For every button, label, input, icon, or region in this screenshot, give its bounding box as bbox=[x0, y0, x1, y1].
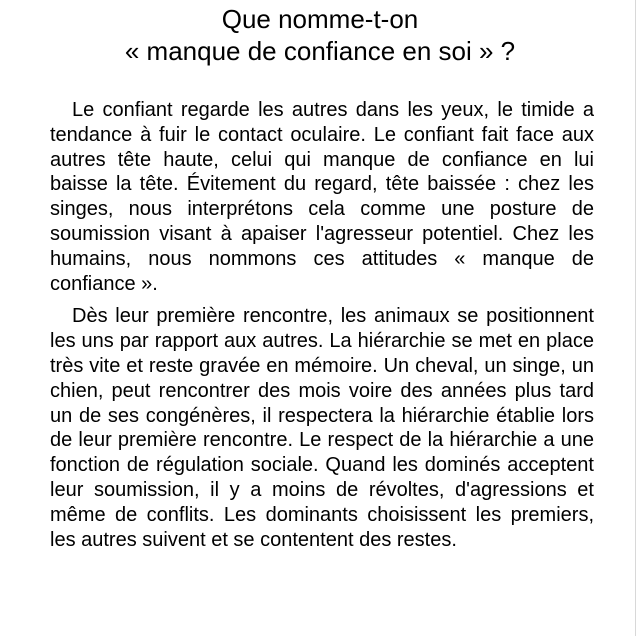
document-body bbox=[50, 98, 594, 560]
paragraph-2: Dès leur première rencontre, les animaux se positionnent les uns par rapport aux autres. La hiérarchie se met en place très vite et reste gravée en mémoire. Un cheval, un singe, un chien, peut rencontrer des mois voire des années plus tard un de ses congénères, il respectera la hiérarchie établie lors de leur première rencontre. Le respect de la hiérarchie a une fonction de régulation sociale. Quand les dominés acceptent leur soumission, il y a moins de révoltes, d'agressions et même de conflits. Les dominants choisissent les premiers, les autres suivent et se contentent des restes. bbox=[50, 305, 594, 551]
title-line-1: Que nomme-t-on bbox=[221, 4, 419, 34]
paragraph-1: Le confiant regarde les autres dans les yeux, le timide a tendance à fuir le contact oculaire. Le confiant fait face aux autres tête haute, celui qui manque de confiance en lui baisse la tête. Évitement du regard, tête baissée : chez les singes, nous interprétons cela comme une posture de soumission visant à apaiser l'agresseur potentiel. Chez les humains, nous nommons ces attitudes « manque de confiance ». bbox=[50, 99, 594, 295]
title-line-2: « manque de confiance en soi » ? bbox=[124, 36, 516, 66]
page-title bbox=[0, 3, 636, 67]
